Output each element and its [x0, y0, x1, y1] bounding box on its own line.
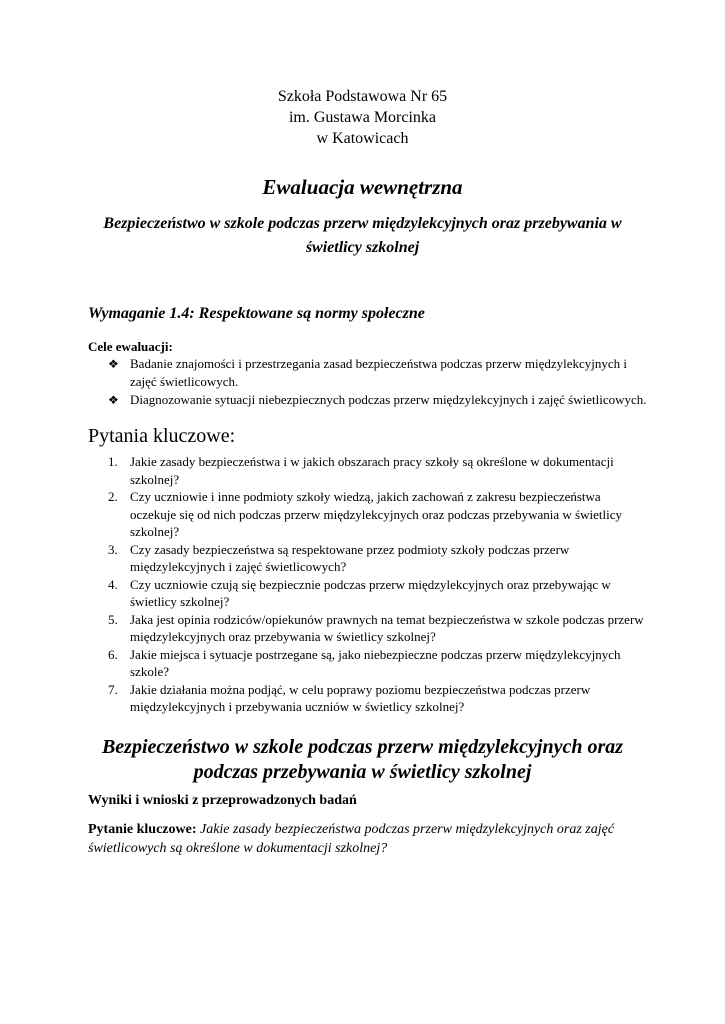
question-number: 1.	[108, 454, 118, 469]
question-text: Jakie miejsca i sytuacje postrzegane są, jako niebezpieczne podczas przerw międzylekcyjnych szkole?	[130, 646, 621, 679]
school-name: Szkoła Podstawowa Nr 65	[277, 88, 448, 105]
key-questions-list	[108, 453, 648, 716]
section-title: Bezpieczeństwo w szkole podczas przerw międzylekcyjnych oraz podczas przebywania w świetlicy szkolnej	[101, 736, 624, 783]
list-item	[108, 611, 648, 646]
document-subtitle: Bezpieczeństwo w szkole podczas przerw międzylekcyjnych oraz przebywania w świetlicy szkolnej	[103, 215, 622, 256]
question-text: Jakie działania można podjąć, w celu poprawy poziomu bezpieczeństwa podczas przerw międzylekcyjnych i przebywania uczniów w świetlicy szkolnej?	[130, 681, 591, 714]
school-patron: im. Gustawa Morcinka	[288, 109, 437, 126]
school-header	[0, 86, 725, 149]
diamond-bullet-icon: ❖	[108, 393, 119, 407]
list-item	[108, 391, 648, 409]
list-item	[108, 541, 648, 576]
question-text: Jakie zasady bezpieczeństwa i w jakich obszarach pracy szkoły są określone w dokumentacji szkolnej?	[130, 454, 614, 487]
key-questions-heading: Pytania kluczowe:	[88, 425, 236, 447]
list-item	[108, 488, 648, 541]
list-item	[108, 355, 648, 391]
list-item	[108, 646, 648, 681]
question-number: 5.	[108, 611, 118, 627]
key-question-text: Jakie zasady bezpieczeństwa podczas przerw międzylekcyjnych oraz zajęć świetlicowych są określone w dokumentacji szkolnej?	[88, 822, 615, 856]
question-text: Czy uczniowie czują się bezpiecznie podczas przerw międzylekcyjnych oraz przebywając w świetlicy szkolnej?	[130, 576, 611, 609]
list-item	[108, 576, 648, 611]
question-number: 6.	[108, 646, 118, 662]
question-number: 4.	[108, 576, 118, 592]
question-number: 2.	[108, 489, 118, 504]
question-number: 7.	[108, 681, 118, 697]
document-title: Ewaluacja wewnętrzna	[262, 175, 463, 199]
key-question-paragraph	[88, 820, 648, 858]
list-item	[108, 681, 648, 716]
question-text: Jaka jest opinia rodziców/opiekunów prawnych na temat bezpieczeństwa w szkole podczas przerw międzylekcyjnych oraz przebywania w świetlicy szkolnej?	[130, 611, 644, 644]
key-question-label: Pytanie kluczowe:	[88, 822, 197, 837]
goals-list	[108, 355, 648, 409]
requirement-heading: Wymaganie 1.4: Respektowane są normy społeczne	[88, 305, 425, 322]
diamond-bullet-icon: ❖	[108, 357, 119, 371]
goal-text: Badanie znajomości i przestrzegania zasad bezpieczeństwa podczas przerw międzylekcyjnych i zajęć świetlicowych.	[130, 356, 628, 389]
results-heading: Wyniki i wnioski z przeprowadzonych badań	[88, 793, 357, 808]
goal-text: Diagnozowanie sytuacji niebezpiecznych podczas przerw międzylekcyjnych i zajęć świetlicowych.	[130, 392, 647, 407]
list-item	[108, 453, 648, 488]
goals-label: Cele ewaluacji:	[88, 339, 173, 354]
question-number: 3.	[108, 541, 118, 557]
question-text: Czy uczniowie i inne podmioty szkoły wiedzą, jakich zachowań z zakresu bezpieczeństwa oczekuje się od nich podczas przerw międzylekcyjnych oraz podczas przebywania w świetlicy szkolnej?	[130, 489, 622, 539]
question-text: Czy zasady bezpieczeństwa są respektowane przez podmioty szkoły podczas przerw międzylekcyjnych i zajęć świetlicowych?	[130, 541, 570, 574]
school-city: w Katowicach	[316, 130, 409, 147]
